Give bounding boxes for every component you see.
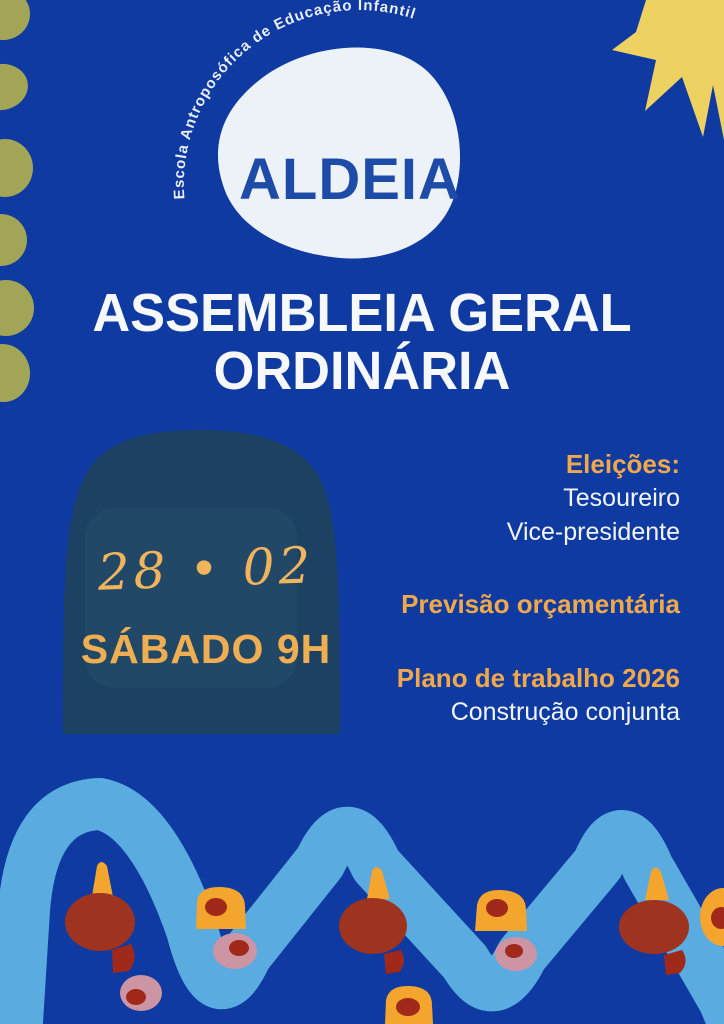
logo-text: ALDEIA [239,147,461,212]
agenda-work-plan-note: Construção conjunta [450,698,680,726]
agenda-item-tesoureiro: Tesoureiro [563,484,680,512]
agenda-work-plan-item: Plano de trabalho 2026 [396,663,680,693]
agenda-elections-heading: Eleições: [565,449,680,479]
olive-blob [0,139,33,197]
sunburst-icon [612,0,724,140]
school-tagline: Escola Antroposófica de Educação Infantil [170,0,419,200]
event-day-time: SÁBADO 9H [80,626,332,672]
agenda-list [320,447,680,729]
agenda-item-vice-presidente: Vice-presidente [506,518,680,546]
poster-title-line2: ORDINÁRIA [213,341,511,401]
olive-blob [0,0,30,40]
olive-blob [0,60,31,114]
agenda-budget-item: Previsão orçamentária [401,589,680,619]
event-date: 28 • 02 [96,536,316,602]
poster-title [11,284,713,400]
olive-blob [0,211,30,269]
poster-title-line1: ASSEMBLEIA GERAL [92,283,632,343]
